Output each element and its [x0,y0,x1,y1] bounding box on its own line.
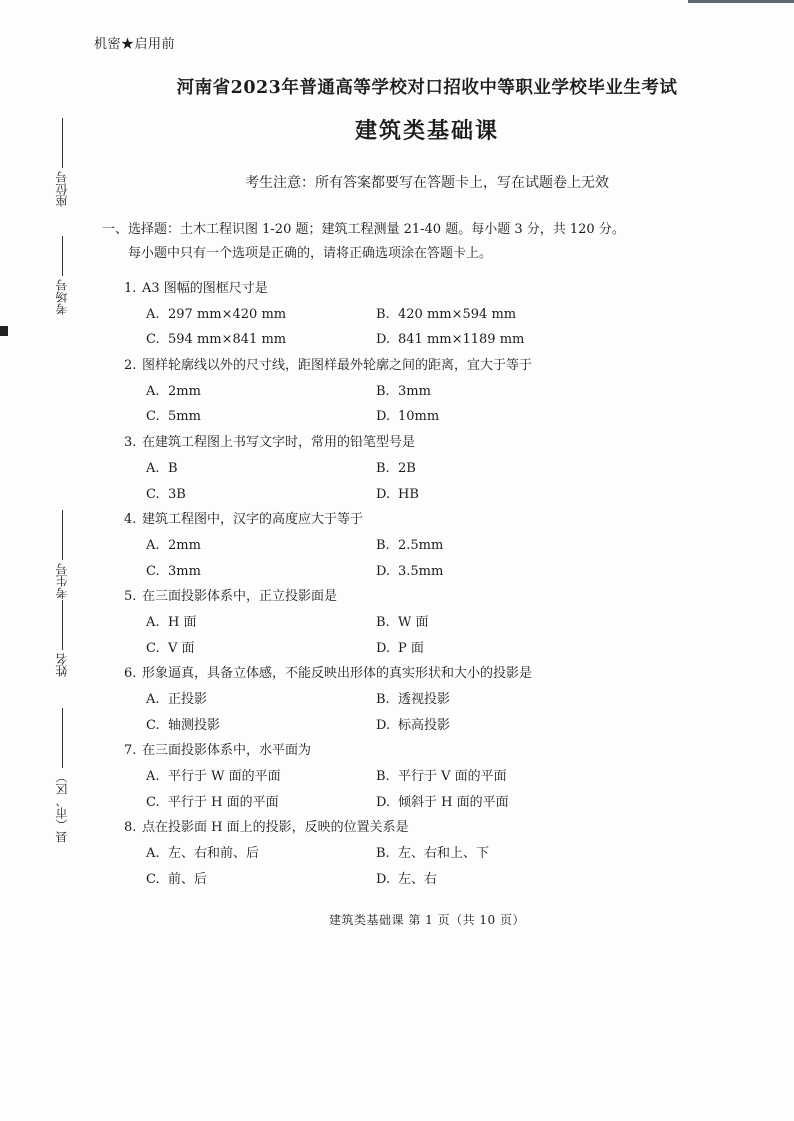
option-c: C. 平行于 H 面的平面 [146,794,279,810]
section-intro [102,218,627,266]
question-stem [124,507,624,533]
option-a: A. B [146,460,178,476]
option-c: C. 前、后 [146,871,208,887]
question-stem [124,276,624,302]
question-text: 在三面投影体系中，正立投影面是 [142,589,338,605]
option-d: D. 左、右 [376,871,438,887]
subject-title: 建筑类基础课 [354,118,499,144]
fill-line [62,510,63,560]
binding-mark [0,326,8,336]
option-d: D. 10mm [376,409,440,425]
question-number: 3. [124,435,137,451]
question-number: 7. [124,743,137,759]
question-text: A3 图幅的图框尺寸是 [142,281,268,296]
option-d: D. P 面 [376,640,424,656]
question-text: 在建筑工程图上书写文字时，常用的铅笔型号是 [142,435,416,451]
scan-edge-mark [688,0,794,3]
option-d: D. 841 mm×1189 mm [376,332,525,348]
question-text: 建筑工程图中，汉字的高度应大于等于 [142,512,364,528]
question-text: 形象逼真，具备立体感，不能反映出形体的真实形状和大小的投影是 [142,666,533,682]
question-1 [124,276,624,353]
side-field-seat [52,118,72,210]
question-number: 4. [124,512,137,528]
question-stem [124,353,624,379]
side-label-seat: 座位号 [55,171,69,207]
option-b: B. 3mm [376,383,431,399]
side-label-county: 县（市、区） [55,771,69,843]
question-number: 1. [124,281,137,296]
question-7 [124,738,624,815]
section-intro-line1: 一、选择题：土木工程识图 1-20 题；建筑工程测量 21-40 题。每小题 3 分，共 120 分。 [102,222,625,237]
option-a: A. 正投影 [146,692,208,707]
side-label-room: 考场号 [55,279,69,315]
question-2 [124,353,624,430]
option-c: C. 轴测投影 [146,717,221,733]
question-text: 在三面投影体系中，水平面为 [142,743,312,759]
question-number: 5. [124,589,137,605]
option-a: A. 平行于 W 面的平面 [146,769,281,785]
question-stem [124,738,624,764]
fill-line [62,600,63,650]
question-stem [124,584,624,610]
option-d: D. 倾斜于 H 面的平面 [376,794,509,810]
confidential-label: 机密★启用前 [94,37,176,52]
question-text: 点在投影面 H 面上的投影，反映的位置关系是 [142,820,409,836]
page-footer: 建筑类基础课 第 1 页（共 10 页） [329,913,525,927]
question-number: 6. [124,666,137,682]
option-c: C. V 面 [146,640,195,656]
option-b: B. 平行于 V 面的平面 [376,769,507,785]
question-list [124,276,624,893]
section-intro-line2: 每小题中只有一个选项是正确的，请将正确选项涂在答题卡上。 [128,246,493,261]
option-a: A. 297 mm×420 mm [146,306,287,322]
side-field-county [52,708,72,846]
candidate-notice: 考生注意：所有答案都要写在答题卡上，写在试题卷上无效 [245,175,609,191]
option-b: B. 2B [376,460,416,476]
option-b: B. 左、右和上、下 [376,846,490,862]
question-3 [124,430,624,507]
exam-title: 河南省2023年普通高等学校对口招收中等职业学校毕业生考试 [176,78,678,98]
option-c: C. 5mm [146,409,201,425]
question-4 [124,507,624,584]
fill-line [62,708,63,768]
question-8 [124,815,624,892]
option-c: C. 3B [146,486,186,502]
side-field-room [52,236,72,318]
side-field-name [52,600,72,680]
option-a: A. H 面 [146,614,197,630]
side-label-name: 姓名 [55,653,69,677]
option-c: C. 594 mm×841 mm [146,332,287,348]
option-a: A. 2mm [146,537,201,553]
question-stem [124,815,624,841]
question-number: 2. [124,358,137,374]
option-b: B. 2.5mm [376,537,444,553]
option-d: D. 标高投影 [376,717,451,733]
option-a: A. 左、右和前、后 [146,846,260,862]
question-text: 图样轮廓线以外的尺寸线，距图样最外轮廓之间的距离，宜大于等于 [142,358,533,374]
fill-line [62,236,63,276]
option-d: D. 3.5mm [376,563,444,579]
option-d: D. HB [376,486,419,502]
side-field-candidate-no [52,510,72,602]
question-stem [124,661,624,687]
option-c: C. 3mm [146,563,201,579]
question-5 [124,584,624,661]
question-stem [124,430,624,456]
question-number: 8. [124,820,137,836]
option-a: A. 2mm [146,383,201,399]
option-b: B. 420 mm×594 mm [376,306,517,322]
option-b: B. W 面 [376,614,429,630]
fill-line [62,118,63,168]
question-6 [124,661,624,738]
option-b: B. 透视投影 [376,692,451,707]
side-label-candidate-no: 考生号 [55,563,69,599]
